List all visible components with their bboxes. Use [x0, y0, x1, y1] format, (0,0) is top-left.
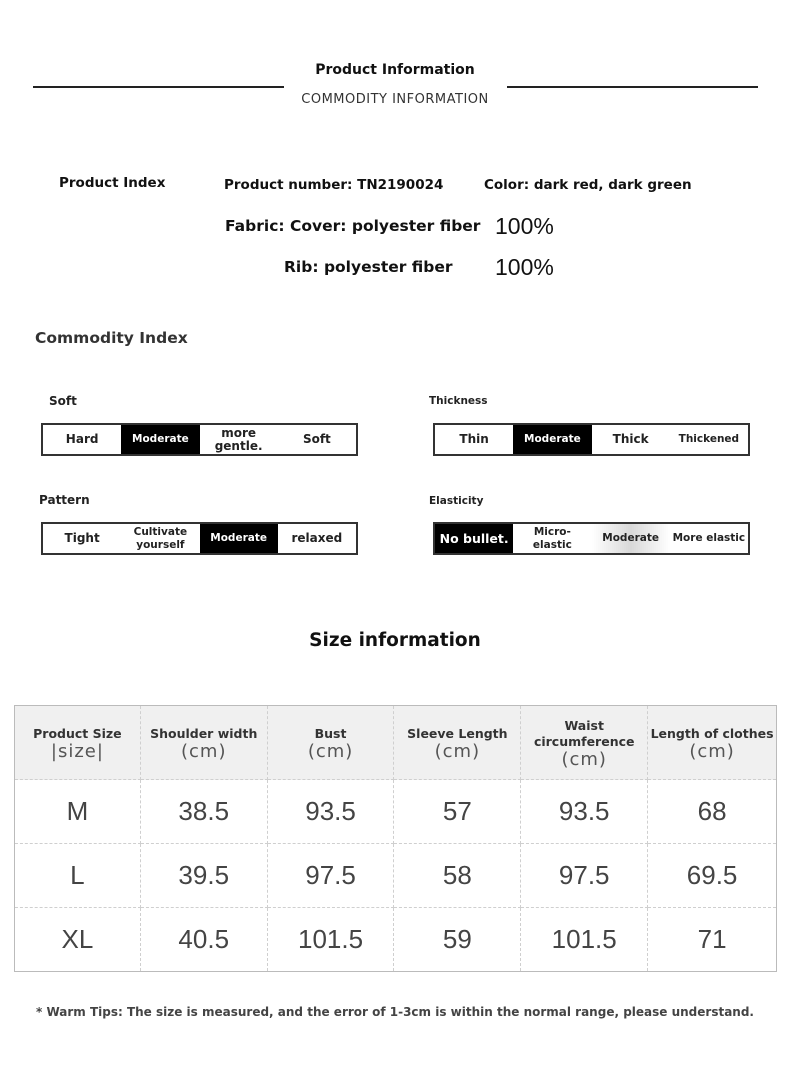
index-option: Micro-elastic [532, 525, 572, 551]
index-scale-pattern [41, 522, 358, 555]
table-row [15, 780, 777, 844]
index-option-selected: No bullet. [435, 524, 513, 553]
column-header-label: Waist circumference [533, 717, 635, 749]
table-cell: 69.5 [648, 844, 777, 908]
table-cell-size: XL [15, 908, 141, 972]
index-scale-soft [41, 423, 358, 456]
column-header-unit: (cm) [561, 748, 607, 770]
index-label-pattern: Pattern [39, 493, 90, 507]
index-option: relaxed [291, 531, 343, 545]
product-index-label: Product Index [59, 175, 166, 191]
index-option-selected: Moderate [121, 425, 199, 454]
index-label-elasticity: Elasticity [429, 495, 484, 507]
size-information-title: Size information [309, 630, 481, 651]
column-header [521, 706, 648, 780]
table-cell: 97.5 [267, 844, 394, 908]
index-option-selected: Moderate [513, 425, 591, 454]
table-cell: 93.5 [267, 780, 394, 844]
table-cell: 101.5 [267, 908, 394, 972]
column-header-unit: (cm) [180, 740, 227, 762]
index-option: Thickened [678, 433, 740, 445]
index-option: Cultivate yourself [133, 525, 188, 551]
fabric-rib: Rib: polyester fiber [284, 258, 453, 276]
table-cell: 38.5 [140, 780, 267, 844]
table-cell-size: M [15, 780, 141, 844]
column-header-label: Product Size [33, 725, 122, 741]
warm-tips-note: * Warm Tips: The size is measured, and the error of 1-3cm is within the normal range, please understand. [35, 1005, 754, 1019]
column-header-label: Bust [314, 725, 347, 741]
column-header-label: Shoulder width [150, 725, 258, 741]
column-header-unit: (cm) [689, 740, 735, 762]
column-header-unit: |size| [50, 740, 104, 762]
table-cell: 40.5 [140, 908, 267, 972]
table-cell: 57 [394, 780, 521, 844]
column-header-label: Sleeve Length [407, 725, 508, 741]
index-scale-elasticity [433, 522, 750, 555]
index-option: more gentle. [214, 425, 263, 453]
index-scale-thickness [433, 423, 750, 456]
product-number: Product number: TN2190024 [224, 177, 444, 193]
commodity-index-title: Commodity Index [35, 329, 188, 347]
table-row [15, 908, 777, 972]
column-header [267, 706, 394, 780]
table-cell: 101.5 [521, 908, 648, 972]
column-header [15, 706, 141, 780]
column-header-unit: (cm) [434, 740, 481, 762]
fabric-rib-percent: 100% [495, 254, 554, 280]
index-option: Soft [302, 432, 331, 446]
index-option-selected: Moderate [200, 524, 278, 553]
table-cell-size: L [15, 844, 141, 908]
table-row [15, 844, 777, 908]
index-label-soft: Soft [49, 394, 77, 408]
index-option: Thick [612, 432, 649, 446]
column-header [648, 706, 777, 780]
table-cell: 97.5 [521, 844, 648, 908]
size-table [14, 705, 777, 972]
column-header [140, 706, 267, 780]
table-cell: 71 [648, 908, 777, 972]
column-header-unit: (cm) [307, 740, 354, 762]
section-subtitle: COMMODITY INFORMATION [301, 92, 489, 107]
column-header-label: Length of clothes [650, 725, 774, 741]
table-cell: 58 [394, 844, 521, 908]
table-cell: 93.5 [521, 780, 648, 844]
table-cell: 39.5 [140, 844, 267, 908]
table-cell: 59 [394, 908, 521, 972]
index-option: More elastic [672, 532, 746, 544]
section-title-product-information: Product Information [315, 62, 475, 78]
size-table-header [15, 706, 777, 780]
table-cell: 68 [648, 780, 777, 844]
index-option: Thin [459, 432, 489, 446]
header-rule-left [33, 86, 284, 88]
index-label-thickness: Thickness [429, 395, 488, 407]
index-option: Tight [64, 531, 100, 545]
column-header [394, 706, 521, 780]
fabric-cover-percent: 100% [495, 213, 554, 239]
fabric-cover: Fabric: Cover: polyester fiber [225, 217, 481, 235]
header-rule-right [507, 86, 758, 88]
index-option: Hard [65, 432, 99, 446]
product-color: Color: dark red, dark green [484, 177, 692, 193]
index-option: Moderate [592, 524, 670, 553]
